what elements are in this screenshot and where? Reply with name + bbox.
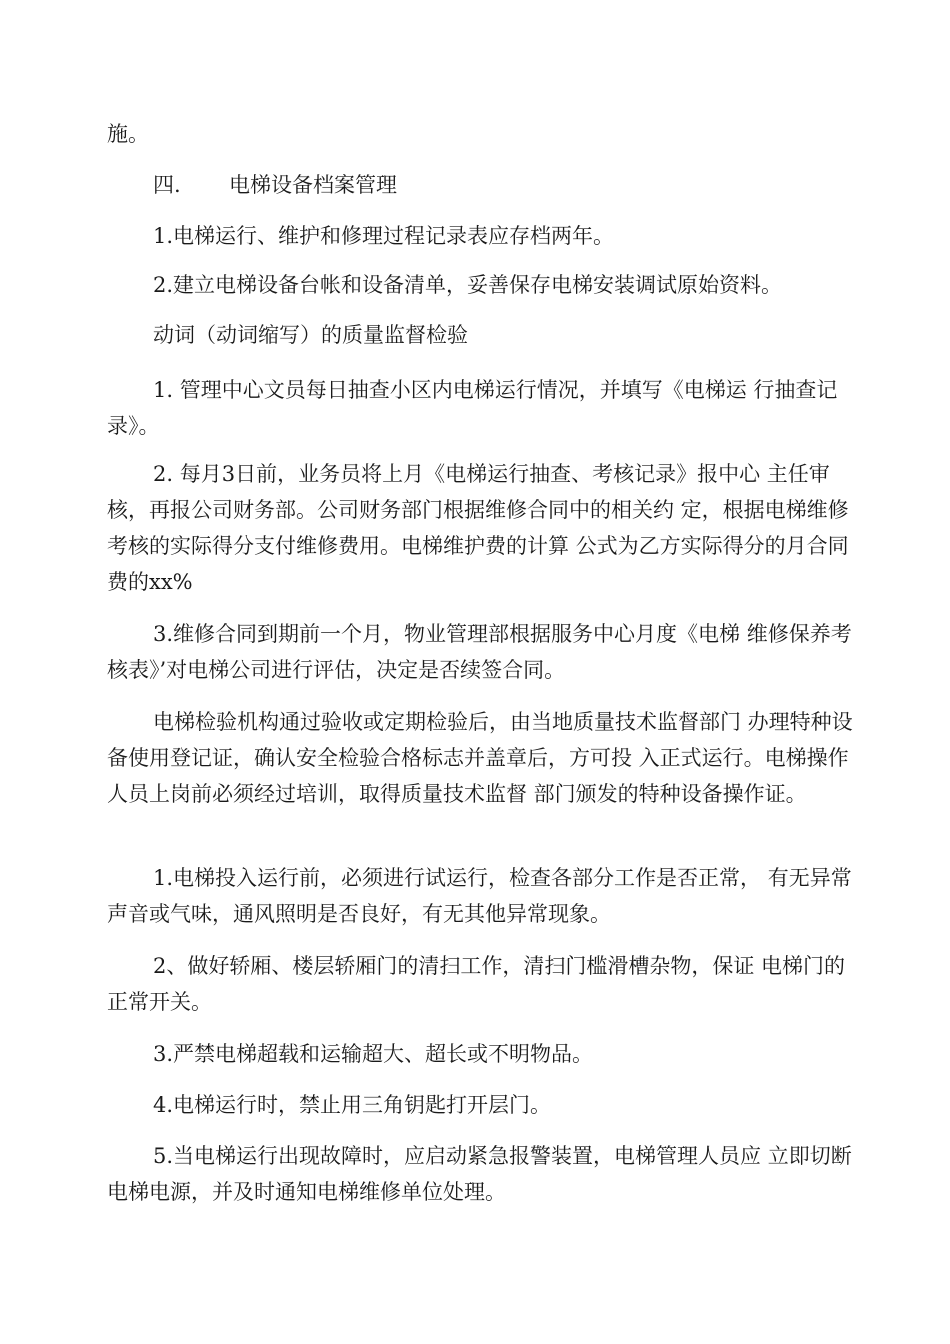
operation-item: 1.电梯投入运行前，必须进行试运行，检查各部分工作是否正常， 有无异常声音或气味，通风照明是否良好，有无其他异常现象。 <box>107 866 852 926</box>
archive-item: 1.电梯运行、维护和修理过程记录表应存档两年。 <box>153 224 615 248</box>
inspection-item: 2. 每月3日前，业务员将上月《电梯运行抽查、考核记录》报中心 主任审核，再报公司财务部。公司财务部门根据维修合同中的相关约 定，根据电梯维修考核的实际得分支付维修费用。电梯维护费的计算 公式为乙方实际得分的月合同费的xx% <box>107 462 849 594</box>
section-title: 电梯设备档案管理 <box>229 173 397 197</box>
section-number: 四. <box>153 173 181 197</box>
inspection-item: 1. 管理中心文员每日抽查小区内电梯运行情况，并填写《电梯运 行抽查记录》。 <box>107 378 838 438</box>
subheading: 动词（动词缩写）的质量监督检验 <box>153 323 468 347</box>
operation-item: 5.当电梯运行出现故障时，应启动紧急报警装置，电梯管理人员应 立即切断电梯电源，并及时通知电梯维修单位处理。 <box>107 1144 852 1204</box>
operation-item: 4.电梯运行时，禁止用三角钥匙打开层门。 <box>153 1093 552 1117</box>
inspection-item: 3.维修合同到期前一个月，物业管理部根据服务中心月度《电梯 维修保养考核表》’对电梯公司进行评估，决定是否续签合同。 <box>107 622 852 682</box>
certification-paragraph: 电梯检验机构通过验收或定期检验后，由当地质量技术监督部门 办理特种设备使用登记证，确认安全检验合格标志并盖章后，方可投 入正式运行。电梯操作人员上岗前必须经过培训，取得质量技术监督 部门颁发的特种设备操作证。 <box>107 710 853 806</box>
operation-item: 2、做好轿厢、楼层轿厢门的清扫工作，清扫门槛滑槽杂物，保证 电梯门的正常开关。 <box>107 954 846 1014</box>
operation-item: 3.严禁电梯超载和运输超大、超长或不明物品。 <box>153 1042 594 1066</box>
section-heading <box>153 167 397 203</box>
archive-item: 2.建立电梯设备台帐和设备清单，妥善保存电梯安装调试原始资料。 <box>153 273 783 297</box>
continued-fragment: 施。 <box>107 122 149 146</box>
